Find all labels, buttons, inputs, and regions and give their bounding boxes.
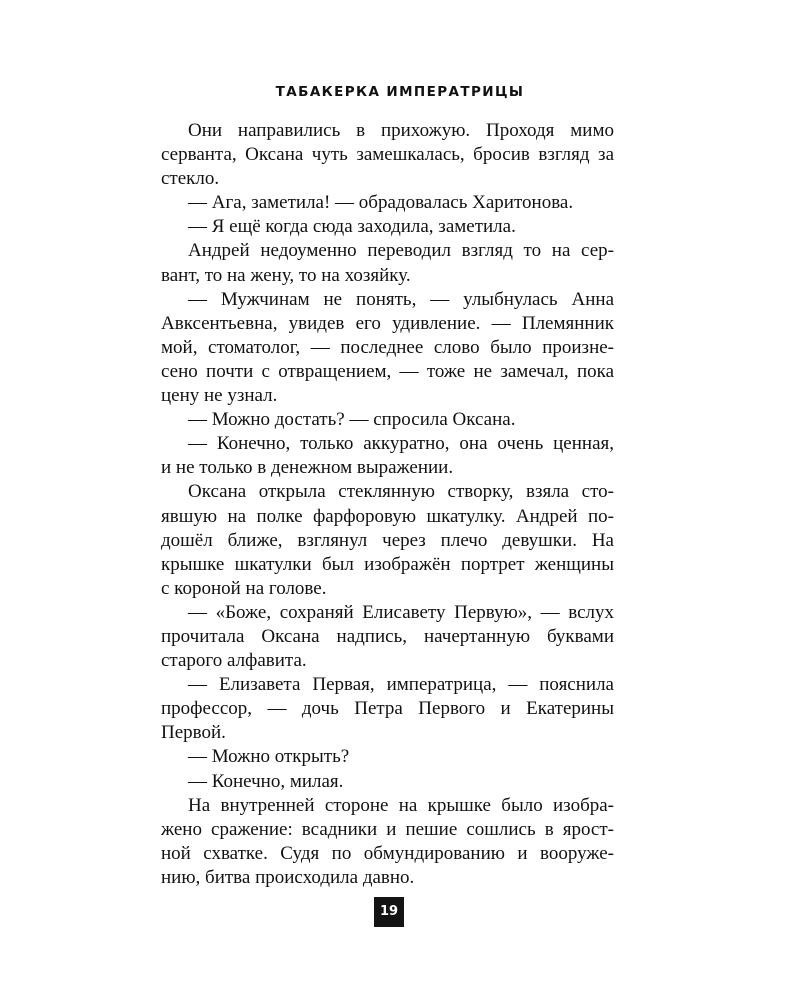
text-line: — Елизавета Первая, императрица, — пояснила: [188, 674, 614, 696]
text-line: серванта, Оксана чуть замешкалась, бросив взгляд за: [161, 144, 614, 166]
text-line: вант, то на жену, то на хозяйку.: [161, 264, 411, 286]
text-line: с короной на голове.: [161, 577, 327, 599]
text-line: нию, битва происходила давно.: [161, 866, 415, 888]
text-line: — Конечно, милая.: [188, 770, 344, 792]
text-line: старого алфавита.: [161, 650, 307, 672]
running-head: ТАБАКЕРКА ИМПЕРАТРИЦЫ: [275, 84, 525, 100]
text-line: явшую на полке фарфоровую шкатулку. Андрей по-: [161, 505, 614, 527]
text-line: ной схватке. Судя по обмундированию и вооруже-: [161, 842, 614, 864]
text-line: — Я ещё когда сюда заходила, заметила.: [188, 216, 516, 238]
text-line: прочитала Оксана надпись, начертанную буквами: [161, 625, 614, 647]
text-line: сено почти с отвращением, — тоже не замечал, пока: [161, 360, 614, 382]
text-line: — Конечно, только аккуратно, она очень ценная,: [188, 433, 614, 455]
text-line: жено сражение: всадники и пешие сошлись в ярост-: [161, 818, 614, 840]
text-line: мой, стоматолог, — последнее слово было произне-: [161, 336, 614, 358]
text-line: профессор, — дочь Петра Первого и Екатерины: [161, 698, 614, 720]
text-line: Первой.: [161, 722, 226, 744]
text-line: стекло.: [161, 168, 220, 190]
text-line: и не только в денежном выражении.: [161, 457, 454, 479]
text-line: — «Боже, сохраняй Елисавету Первую», — вслух: [188, 601, 614, 623]
text-line: — Мужчинам не понять, — улыбнулась Анна: [188, 288, 614, 310]
text-line: На внутренней стороне на крышке было изобра-: [188, 794, 614, 816]
text-line: крышке шкатулки был изображён портрет женщины: [161, 553, 614, 575]
text-line: Они направились в прихожую. Проходя мимо: [188, 120, 614, 141]
text-line: дошёл ближе, взглянул через плечо девушки. На: [161, 529, 614, 551]
text-line: Андрей недоуменно переводил взгляд то на сер-: [188, 240, 614, 262]
text-line: — Ага, заметила! — обрадовалась Харитонова.: [188, 192, 574, 214]
text-line: — Можно достать? — спросила Оксана.: [188, 409, 516, 431]
page-number: 19: [374, 897, 404, 927]
text-line: цену не узнал.: [161, 385, 278, 407]
text-line: Авксентьевна, увидев его удивление. — Племянник: [161, 312, 614, 334]
body-text: [161, 119, 614, 890]
text-line: — Можно открыть?: [188, 746, 350, 768]
text-line: Оксана открыла стеклянную створку, взяла сто-: [188, 481, 614, 503]
